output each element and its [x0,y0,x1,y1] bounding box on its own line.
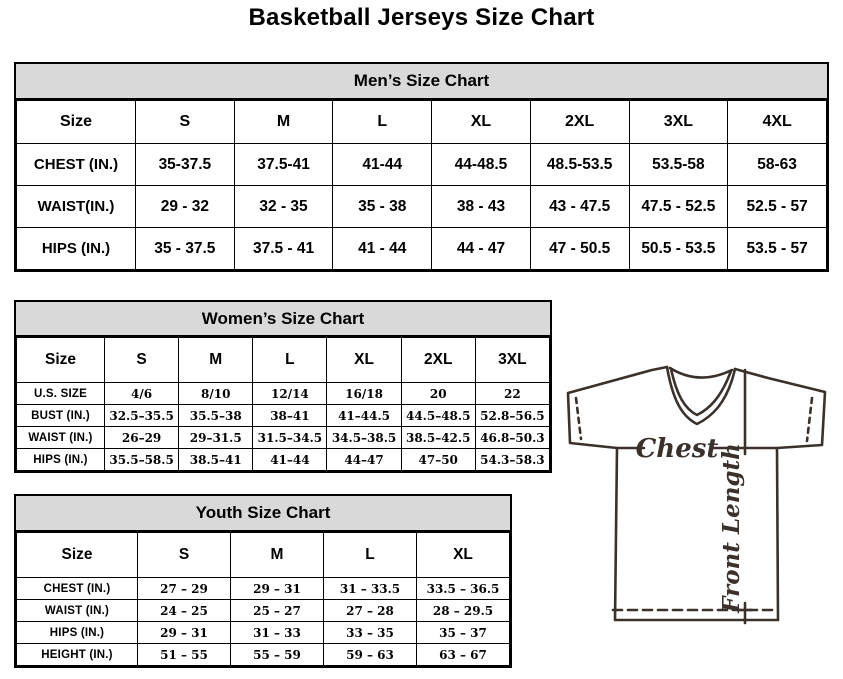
size-cell: 16/18 [327,383,401,405]
youth-size-table [16,532,510,666]
size-header-row [17,101,827,144]
size-cell: 55 – 59 [231,644,324,666]
size-cell: 38.5–42.5 [401,427,475,449]
row-label: BUST (IN.) [17,405,105,427]
mens-size-table [16,100,827,270]
size-cell: 35.5–58.5 [105,449,179,471]
size-cell: 44 - 47 [432,228,531,270]
size-cell: 38 - 43 [432,186,531,228]
column-header-xl: XL [327,338,401,383]
column-header-s: S [138,533,231,578]
size-cell: 24 – 25 [138,600,231,622]
jersey-measurement-diagram [556,360,832,628]
measurement-row-height-in [17,644,510,666]
size-cell: 35 – 37 [417,622,510,644]
size-cell: 27 – 28 [324,600,417,622]
size-cell: 31.5–34.5 [253,427,327,449]
left-cuff-dashed-seam [576,398,581,439]
size-cell: 25 – 27 [231,600,324,622]
size-cell: 52.5 - 57 [728,186,827,228]
row-label: HIPS (IN.) [17,449,105,471]
womens-chart-title: Women’s Size Chart [16,302,550,337]
size-cell: 29–31.5 [179,427,253,449]
row-label: HIPS (IN.) [17,622,138,644]
size-cell: 54.3–58.3 [475,449,549,471]
size-cell: 31 – 33.5 [324,578,417,600]
size-cell: 48.5-53.5 [530,144,629,186]
size-cell: 38.5–41 [179,449,253,471]
front-length-label: Front Length [718,443,745,613]
measurement-row-hips-in [17,449,550,471]
size-cell: 22 [475,383,549,405]
size-cell: 37.5-41 [234,144,333,186]
size-cell: 27 – 29 [138,578,231,600]
column-header-size: Size [17,338,105,383]
size-cell: 41–44.5 [327,405,401,427]
youth-size-chart-section [14,494,512,668]
mens-chart-title: Men’s Size Chart [16,64,827,100]
column-header-m: M [179,338,253,383]
row-label: WAIST (IN.) [17,427,105,449]
row-label: WAIST (IN.) [17,600,138,622]
size-cell: 31 – 33 [231,622,324,644]
column-header-s: S [105,338,179,383]
column-header-size: Size [17,101,136,144]
womens-size-chart-section [14,300,552,473]
size-cell: 33.5 – 36.5 [417,578,510,600]
womens-size-table [16,337,550,471]
column-header-l: L [324,533,417,578]
size-cell: 8/10 [179,383,253,405]
size-cell: 34.5–38.5 [327,427,401,449]
column-header-xl: XL [417,533,510,578]
size-cell: 53.5-58 [629,144,728,186]
size-cell: 29 – 31 [231,578,324,600]
size-cell: 44.5–48.5 [401,405,475,427]
size-cell: 35-37.5 [136,144,235,186]
column-header-size: Size [17,533,138,578]
size-cell: 35 - 38 [333,186,432,228]
size-cell: 41 - 44 [333,228,432,270]
measurement-row-u-s-size [17,383,550,405]
size-cell: 51 – 55 [138,644,231,666]
column-header-xl: XL [432,101,531,144]
size-cell: 37.5 - 41 [234,228,333,270]
vneck-collar-outer [667,367,735,424]
back-collar-arc [670,368,732,378]
size-cell: 38–41 [253,405,327,427]
measurement-row-chest-in [17,578,510,600]
size-cell: 29 – 31 [138,622,231,644]
chest-label: Chest [635,434,719,464]
size-cell: 50.5 - 53.5 [629,228,728,270]
column-header-3xl: 3XL [475,338,549,383]
column-header-2xl: 2XL [401,338,475,383]
right-cuff-dashed-seam [807,398,812,441]
size-cell: 41-44 [333,144,432,186]
measurement-row-bust-in [17,405,550,427]
youth-chart-title: Youth Size Chart [16,496,510,532]
size-cell: 33 – 35 [324,622,417,644]
size-cell: 32.5–35.5 [105,405,179,427]
measurement-row-hips-in [17,622,510,644]
row-label: HEIGHT (IN.) [17,644,138,666]
column-header-m: M [231,533,324,578]
column-header-l: L [333,101,432,144]
size-cell: 58-63 [728,144,827,186]
row-label: U.S. SIZE [17,383,105,405]
size-header-row [17,533,510,578]
size-cell: 26–29 [105,427,179,449]
size-cell: 63 – 67 [417,644,510,666]
size-cell: 35 - 37.5 [136,228,235,270]
measurement-row-waist-in [17,427,550,449]
measurement-row-hips-in [17,228,827,270]
row-label: HIPS (IN.) [17,228,136,270]
column-header-2xl: 2XL [530,101,629,144]
size-cell: 12/14 [253,383,327,405]
size-cell: 59 – 63 [324,644,417,666]
measurement-row-waist-in [17,600,510,622]
column-header-4xl: 4XL [728,101,827,144]
mens-size-chart-section [14,62,829,272]
size-cell: 20 [401,383,475,405]
measurement-row-waist-in [17,186,827,228]
size-cell: 46.8–50.3 [475,427,549,449]
size-cell: 35.5–38 [179,405,253,427]
size-cell: 52.8–56.5 [475,405,549,427]
size-cell: 47–50 [401,449,475,471]
page-title: Basketball Jerseys Size Chart [248,4,595,31]
jersey-diagram-svg [556,360,832,628]
size-cell: 4/6 [105,383,179,405]
size-cell: 47.5 - 52.5 [629,186,728,228]
size-header-row [17,338,550,383]
measurement-row-chest-in [17,144,827,186]
column-header-l: L [253,338,327,383]
row-label: CHEST (IN.) [17,578,138,600]
jersey-outline [568,367,825,620]
size-cell: 53.5 - 57 [728,228,827,270]
size-cell: 29 - 32 [136,186,235,228]
column-header-3xl: 3XL [629,101,728,144]
size-cell: 44-48.5 [432,144,531,186]
row-label: WAIST(IN.) [17,186,136,228]
size-cell: 47 - 50.5 [530,228,629,270]
column-header-s: S [136,101,235,144]
size-cell: 43 - 47.5 [530,186,629,228]
size-cell: 41–44 [253,449,327,471]
row-label: CHEST (IN.) [17,144,136,186]
size-cell: 44–47 [327,449,401,471]
size-cell: 28 – 29.5 [417,600,510,622]
column-header-m: M [234,101,333,144]
size-cell: 32 - 35 [234,186,333,228]
